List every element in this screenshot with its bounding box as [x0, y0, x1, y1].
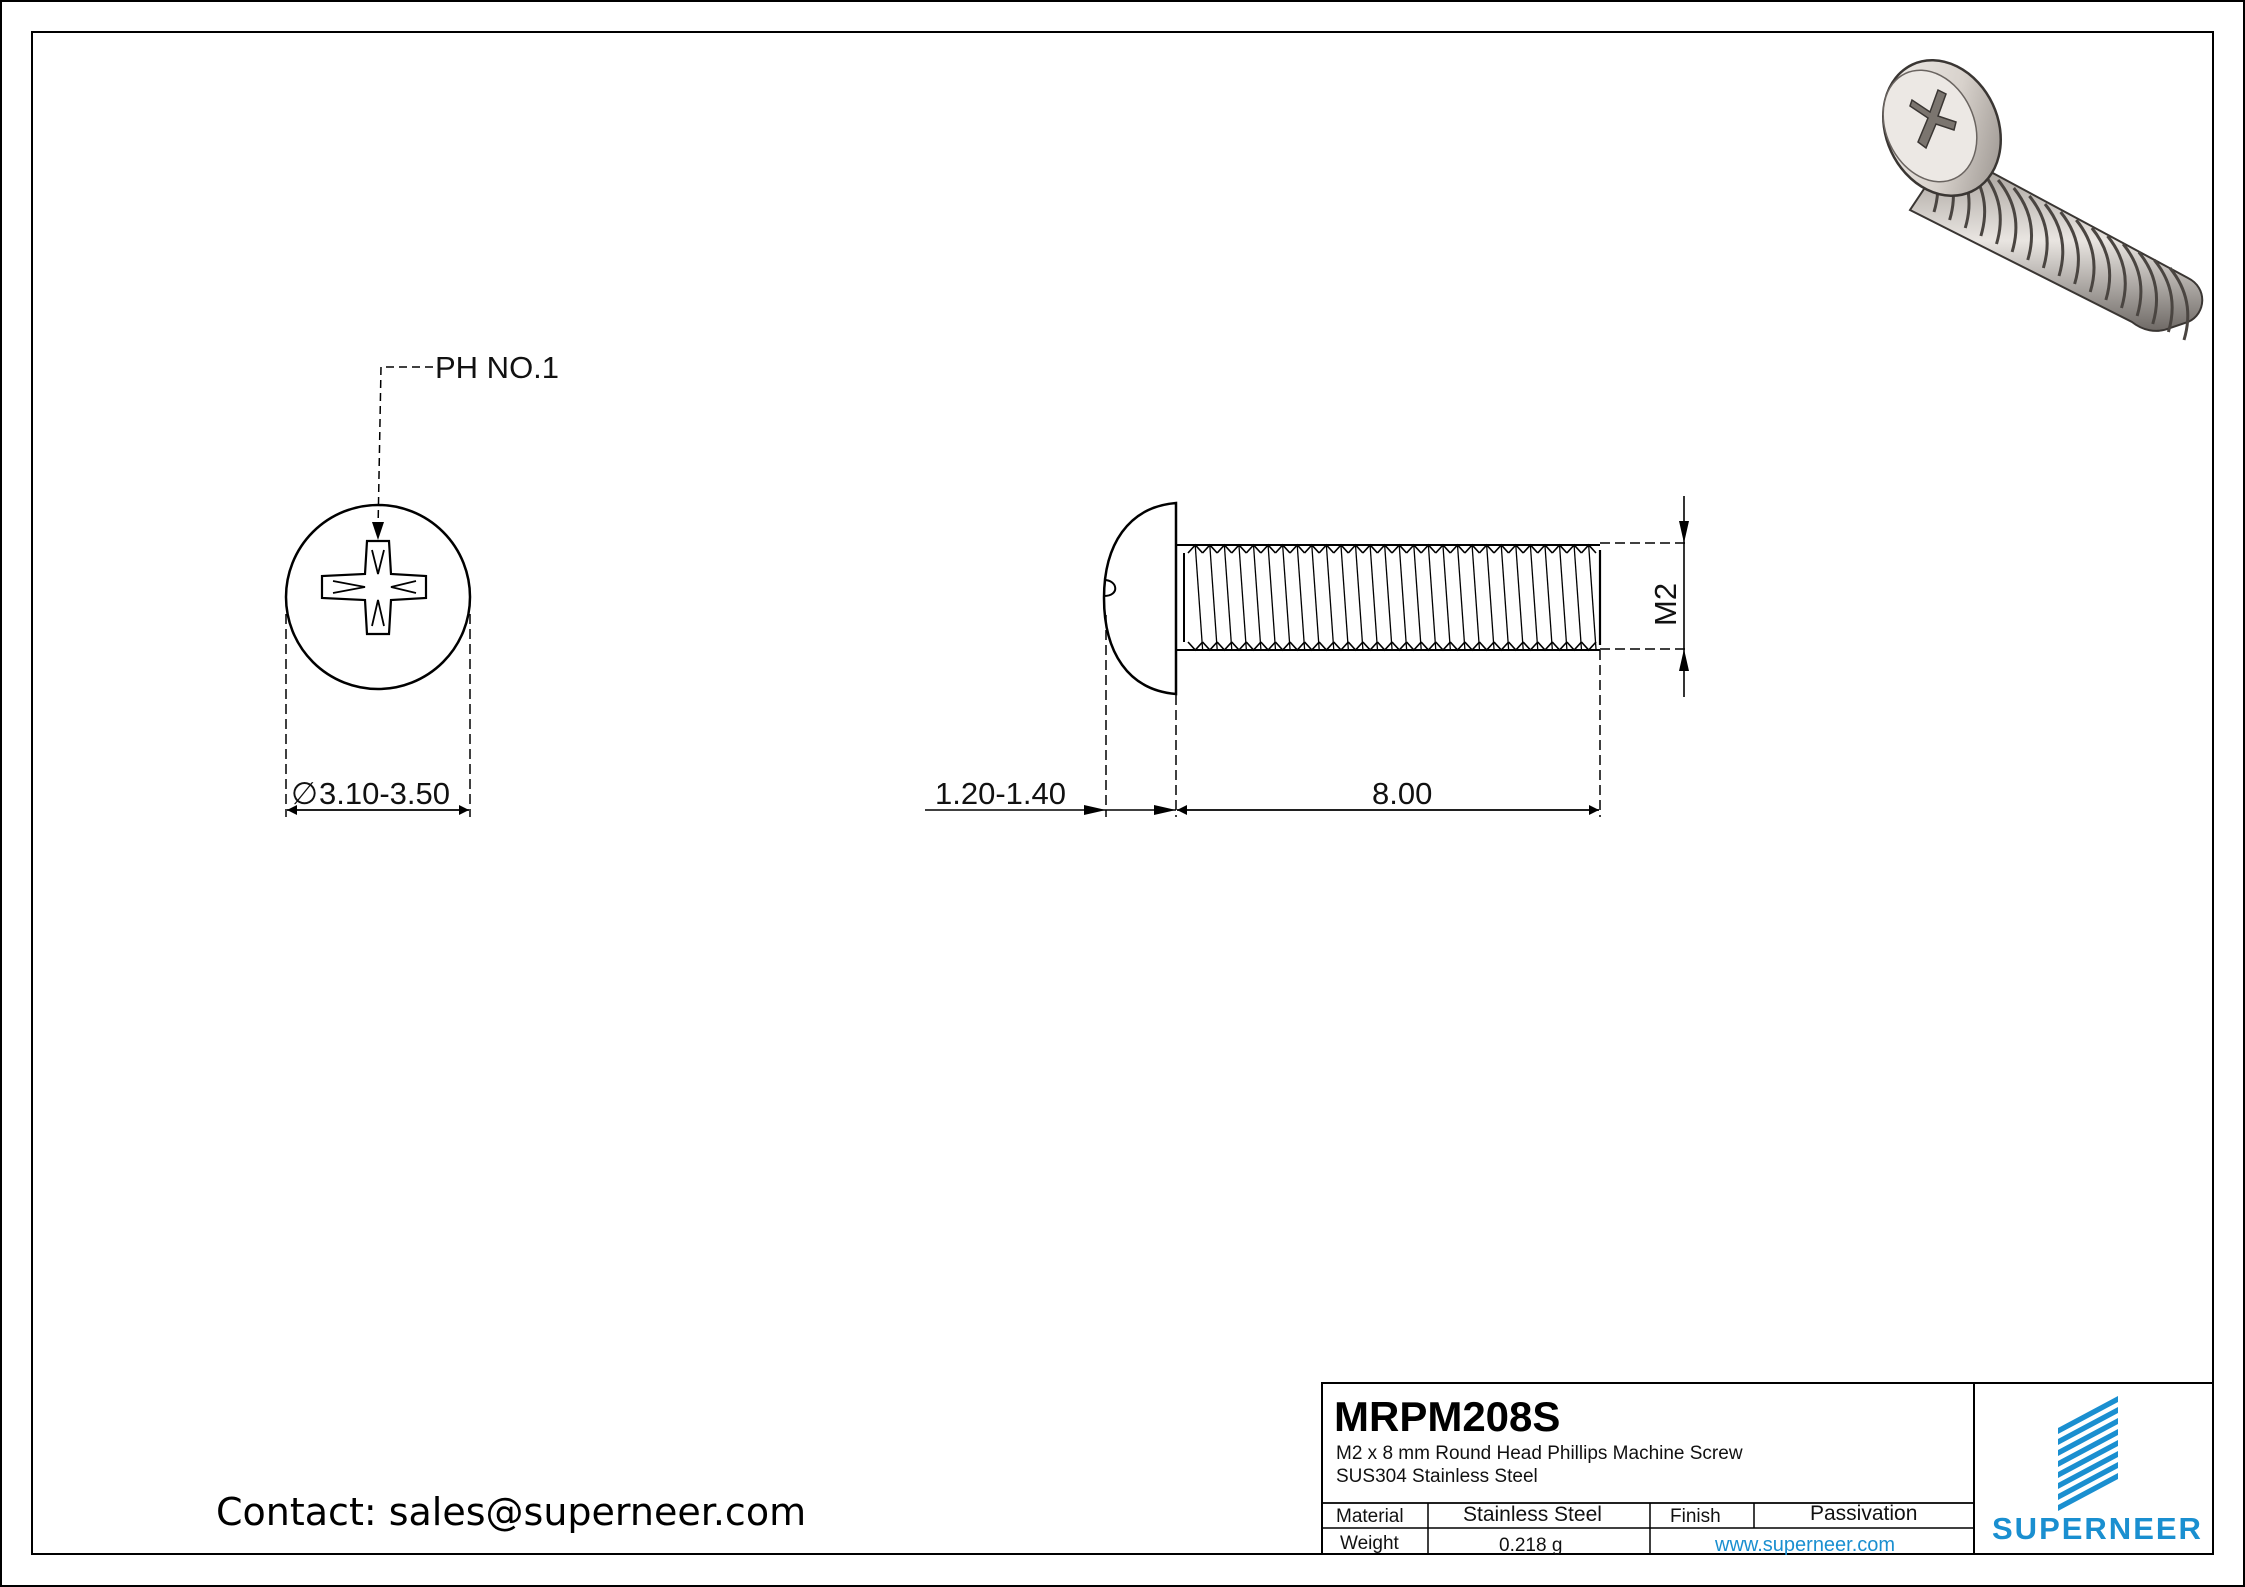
thread-crest-bottom [1203, 642, 1218, 650]
thread-helix-line [1516, 546, 1523, 649]
thread-crest-bottom [1392, 642, 1407, 650]
thread-crest-bottom [1479, 642, 1494, 650]
finish-label: Finish [1670, 1506, 1721, 1527]
thread-crest-bottom [1552, 642, 1567, 650]
contact-text: Contact: sales@superneer.com [216, 1490, 807, 1534]
diameter-symbol: ∅ [291, 776, 319, 811]
thread-crest-bottom [1319, 642, 1334, 650]
thread-crest-bottom [1523, 642, 1538, 650]
thread-crest-bottom [1581, 642, 1596, 650]
phillips-recess-inner [333, 550, 416, 626]
thread-dim-arrow-bottom [1679, 649, 1689, 671]
screw-head-outline [1104, 503, 1176, 694]
thread-crest-bottom [1217, 642, 1232, 650]
title-block [1322, 1383, 2213, 1556]
side-view [925, 496, 1690, 817]
thread-crest-bottom [1407, 642, 1422, 650]
thread-crest-bottom [1450, 642, 1465, 650]
material-label: Material [1336, 1506, 1404, 1527]
part-description: M2 x 8 mm Round Head Phillips Machine Screw [1336, 1443, 1743, 1464]
thread-crest-bottom [1465, 642, 1480, 650]
thread-crest-bottom [1363, 642, 1378, 650]
thread-helix-line [1254, 546, 1261, 649]
thread-helix-line [1210, 546, 1217, 649]
website-link[interactable]: www.superneer.com [1715, 1534, 1896, 1556]
thread-helix-line [1195, 546, 1202, 649]
thread-helix-line [1414, 546, 1421, 649]
thread-crest-bottom [1305, 642, 1320, 650]
thread-helix-line [1428, 546, 1435, 649]
part-number: MRPM208S [1334, 1393, 1561, 1440]
head-height-label: 1.20-1.40 [935, 776, 1066, 811]
thread-helix-line [1545, 546, 1552, 649]
thread-helix-line [1530, 546, 1537, 649]
drive-leader-arrow [372, 522, 384, 540]
head-height-arrow-left [1084, 805, 1106, 815]
brand-name: SUPERNEER [1992, 1511, 2203, 1546]
thread-helix-line [1326, 546, 1333, 649]
thread-helix-line [1239, 546, 1246, 649]
thread-helix-line [1501, 546, 1508, 649]
thread-helix-line [1370, 546, 1377, 649]
thread-helix-line [1560, 546, 1567, 649]
part-material-line: SUS304 Stainless Steel [1336, 1466, 1538, 1487]
thread-helix-line [1297, 546, 1304, 649]
thread-helix-line [1356, 546, 1363, 649]
thread-helix-line [1589, 546, 1596, 649]
thread-helix-line [1224, 546, 1231, 649]
thread-size-label: M2 [1648, 582, 1683, 626]
thread-crest-bottom [1334, 642, 1349, 650]
material-value: Stainless Steel [1463, 1503, 1602, 1526]
thread-helix-line [1574, 546, 1581, 649]
weight-value: 0.218 g [1499, 1535, 1563, 1556]
thread-crest-bottom [1538, 642, 1553, 650]
thread-crest-bottom [1290, 642, 1305, 650]
drive-callout-label: PH NO.1 [435, 350, 560, 385]
thread-helix-line [1472, 546, 1479, 649]
thread-helix-line [1458, 546, 1465, 649]
thread-crest-bottom [1567, 642, 1582, 650]
thread-dim-arrow-top [1679, 521, 1689, 543]
thread-helix-line [1283, 546, 1290, 649]
thread-crest-bottom [1261, 642, 1276, 650]
thread-pattern [1188, 545, 1596, 650]
thread-crest-bottom [1348, 642, 1363, 650]
thread-crest-bottom [1275, 642, 1290, 650]
thread-helix-line [1268, 546, 1275, 649]
thread-crest-bottom [1377, 642, 1392, 650]
thread-helix-line [1385, 546, 1392, 649]
thread-helix-line [1341, 546, 1348, 649]
thread-crest-bottom [1509, 642, 1524, 650]
thread-helix-line [1443, 546, 1450, 649]
thread-helix-line [1487, 546, 1494, 649]
length-label: 8.00 [1372, 776, 1433, 811]
thread-crest-bottom [1421, 642, 1436, 650]
screw-3d-render-icon [1862, 41, 2203, 340]
thread-crest-bottom [1246, 642, 1261, 650]
thread-crest-bottom [1188, 642, 1203, 650]
thread-helix-line [1312, 546, 1319, 649]
head-diameter-label: 3.10-3.50 [319, 776, 450, 811]
top-view [286, 350, 559, 817]
weight-label: Weight [1340, 1533, 1399, 1554]
thread-crest-bottom [1436, 642, 1451, 650]
finish-value: Passivation [1810, 1502, 1918, 1525]
thread-helix-line [1399, 546, 1406, 649]
thread-crest-bottom [1232, 642, 1247, 650]
thread-crest-bottom [1494, 642, 1509, 650]
